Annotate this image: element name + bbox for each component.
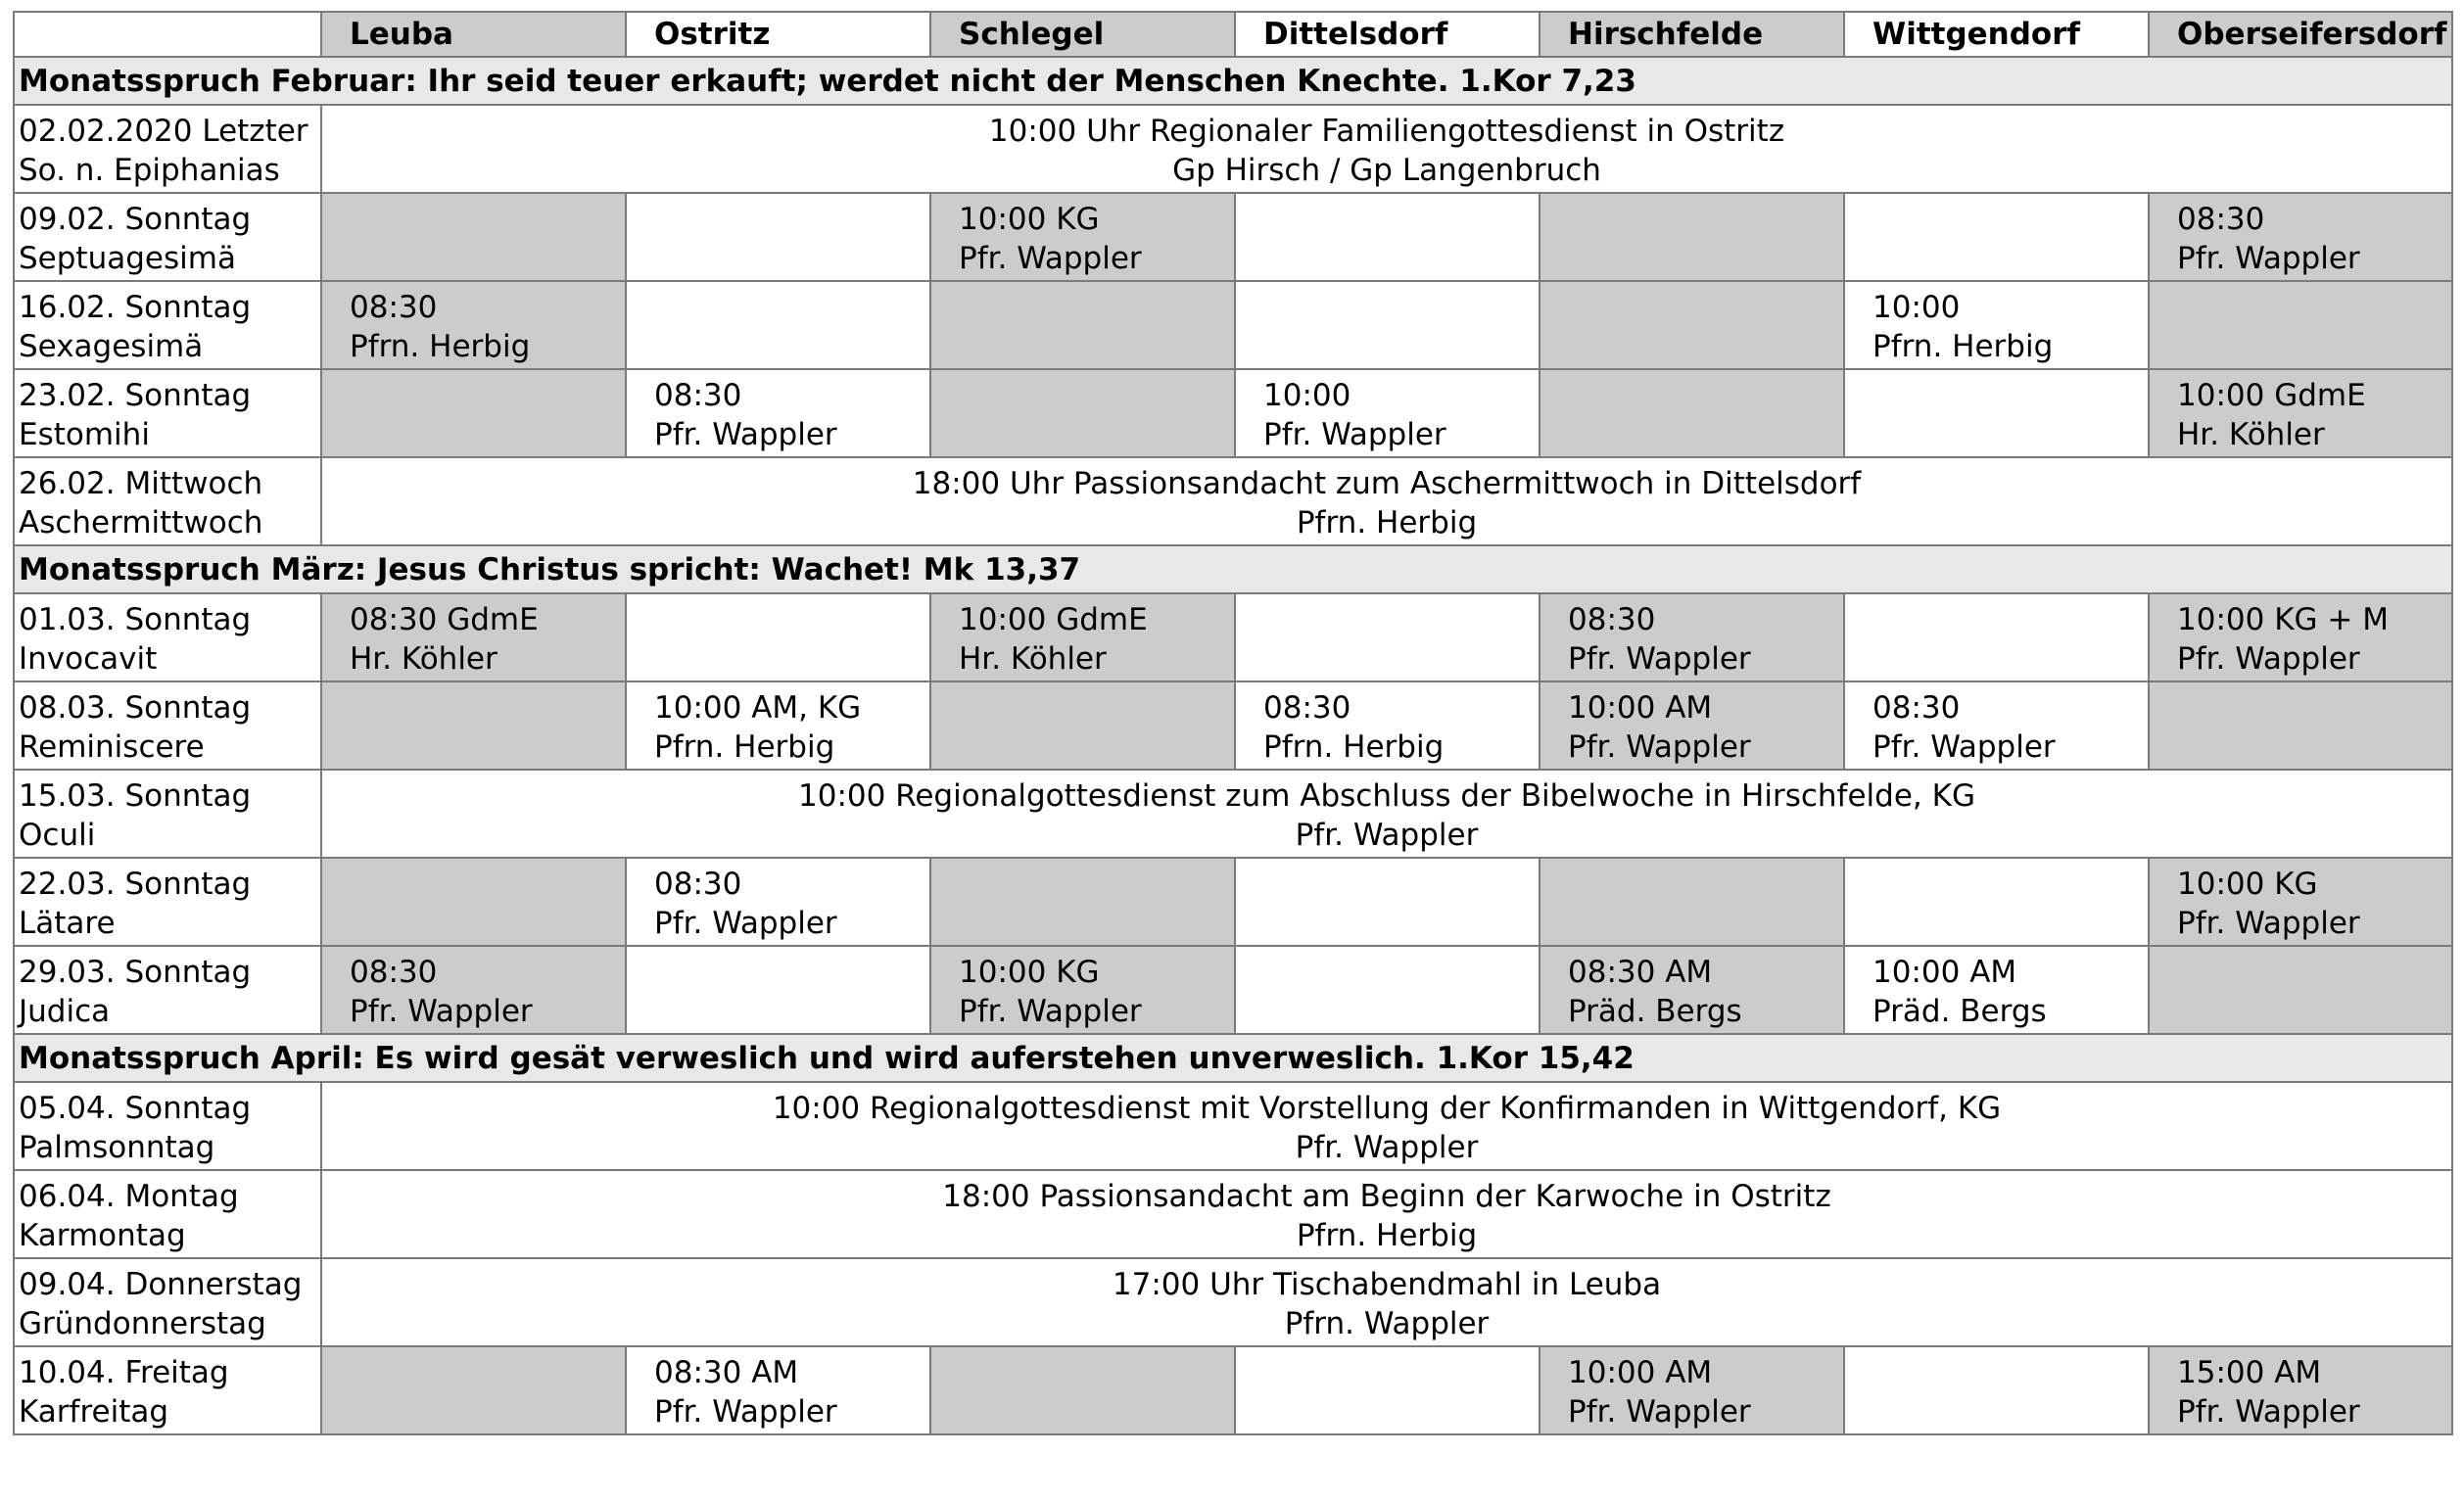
service-pastor: Hr. Köhler <box>2177 417 2325 452</box>
service-row <box>14 1170 2452 1258</box>
date-cell <box>14 105 321 193</box>
service-description: 18:00 Uhr Passionsandacht zum Aschermittwoch in Dittelsdorf <box>912 466 1862 501</box>
service-cell-ostritz <box>626 858 930 946</box>
service-pastor: Präd. Bergs <box>1568 994 1742 1029</box>
service-description: 17:00 Uhr Tischabendmahl in Leuba <box>1112 1267 1662 1302</box>
service-cell-schlegel <box>930 1346 1235 1434</box>
monthly-verse-row <box>14 545 2452 593</box>
service-cell-oberseifersdorf <box>2149 1346 2452 1434</box>
service-date: 22.03. Sonntag <box>19 867 252 902</box>
service-row <box>14 1258 2452 1346</box>
service-row <box>14 1082 2452 1170</box>
service-pastor: Pfr. Wappler <box>1295 818 1479 853</box>
service-cell-dittelsdorf <box>1235 593 1540 681</box>
date-cell <box>14 946 321 1034</box>
service-cell-ostritz <box>626 681 930 770</box>
service-row <box>14 369 2452 457</box>
service-time: 15:00 AM <box>2177 1355 2322 1390</box>
service-cell-wittgendorf <box>1844 369 2149 457</box>
regional-service-cell <box>321 105 2452 193</box>
service-cell-dittelsdorf <box>1235 281 1540 369</box>
service-time: 08:30 <box>2177 202 2265 237</box>
service-cell-hirschfelde <box>1540 681 1844 770</box>
service-row <box>14 105 2452 193</box>
service-time: 10:00 KG <box>2177 867 2318 902</box>
service-time: 10:00 AM <box>1872 955 2017 990</box>
service-cell-dittelsdorf <box>1235 369 1540 457</box>
service-date: 01.03. Sonntag <box>19 602 252 637</box>
service-row <box>14 457 2452 545</box>
liturgical-day: Gründonnerstag <box>19 1306 266 1341</box>
service-date: 09.02. Sonntag <box>19 202 252 237</box>
service-cell-wittgendorf <box>1844 593 2149 681</box>
service-time: 08:30 <box>1263 690 1351 726</box>
service-row <box>14 193 2452 281</box>
liturgical-day: Sexagesimä <box>19 329 204 364</box>
liturgical-day: Oculi <box>19 818 96 853</box>
service-row <box>14 681 2452 770</box>
service-cell-ostritz <box>626 1346 930 1434</box>
service-date: 05.04. Sonntag <box>19 1091 252 1126</box>
service-pastor: Pfrn. Herbig <box>1872 329 2054 364</box>
service-time: 10:00 KG <box>959 202 1100 237</box>
service-cell-ostritz <box>626 281 930 369</box>
service-cell-hirschfelde <box>1540 1346 1844 1434</box>
liturgical-day: Lätare <box>19 906 116 941</box>
service-date: 10.04. Freitag <box>19 1355 229 1390</box>
service-cell-hirschfelde <box>1540 369 1844 457</box>
column-header: Ostritz <box>626 12 930 57</box>
service-cell-hirschfelde <box>1540 593 1844 681</box>
service-cell-leuba <box>321 1346 626 1434</box>
service-cell-leuba <box>321 593 626 681</box>
service-pastor: Gp Hirsch / Gp Langenbruch <box>1172 153 1601 188</box>
column-header: Leuba <box>321 12 626 57</box>
service-time: 08:30 <box>350 290 438 325</box>
service-description: 10:00 Regionalgottesdienst mit Vorstellung der Konfirmanden in Wittgendorf, KG <box>772 1091 2002 1126</box>
service-row <box>14 858 2452 946</box>
service-date: 02.02.2020 Letzter <box>19 114 308 149</box>
service-pastor: Pfrn. Herbig <box>1296 505 1478 540</box>
liturgical-day: So. n. Epiphanias <box>19 153 280 188</box>
service-cell-ostritz <box>626 593 930 681</box>
service-cell-leuba <box>321 281 626 369</box>
monthly-verse-row <box>14 1034 2452 1082</box>
monthly-verse-text: Monatsspruch März: Jesus Christus spricht: Wachet! Mk 13,37 <box>14 545 2452 593</box>
service-pastor: Pfrn. Herbig <box>1263 729 1445 765</box>
service-cell-wittgendorf <box>1844 281 2149 369</box>
service-cell-schlegel <box>930 681 1235 770</box>
service-time: 10:00 AM <box>1568 690 1713 726</box>
regional-service-cell <box>321 457 2452 545</box>
service-cell-leuba <box>321 369 626 457</box>
service-pastor: Pfr. Wappler <box>1263 417 1446 452</box>
column-header: Hirschfelde <box>1540 12 1844 57</box>
regional-service-cell <box>321 1258 2452 1346</box>
service-pastor: Pfrn. Wappler <box>1284 1306 1490 1341</box>
service-time: 10:00 <box>1872 290 1961 325</box>
service-pastor: Pfr. Wappler <box>1568 729 1751 765</box>
service-cell-oberseifersdorf <box>2149 858 2452 946</box>
service-time: 10:00 GdmE <box>959 602 1148 637</box>
service-cell-ostritz <box>626 193 930 281</box>
service-row <box>14 593 2452 681</box>
service-cell-wittgendorf <box>1844 1346 2149 1434</box>
service-pastor: Pfr. Wappler <box>350 994 533 1029</box>
service-pastor: Pfr. Wappler <box>2177 906 2360 941</box>
service-pastor: Pfr. Wappler <box>959 994 1142 1029</box>
service-cell-oberseifersdorf <box>2149 193 2452 281</box>
liturgical-day: Karmontag <box>19 1218 186 1253</box>
service-pastor: Pfr. Wappler <box>1568 641 1751 677</box>
service-time: 08:30 <box>654 867 742 902</box>
service-date: 06.04. Montag <box>19 1179 239 1214</box>
service-time: 08:30 <box>1568 602 1656 637</box>
header-row <box>14 12 2452 57</box>
service-pastor: Pfr. Wappler <box>2177 1394 2360 1430</box>
monthly-verse-text: Monatsspruch Februar: Ihr seid teuer erkauft; werdet nicht der Menschen Knechte. 1.Kor 7,23 <box>14 57 2452 105</box>
service-date: 09.04. Donnerstag <box>19 1267 303 1302</box>
service-time: 08:30 <box>654 378 742 413</box>
service-cell-schlegel <box>930 593 1235 681</box>
service-cell-dittelsdorf <box>1235 946 1540 1034</box>
regional-service-cell <box>321 1082 2452 1170</box>
service-cell-schlegel <box>930 946 1235 1034</box>
service-cell-leuba <box>321 681 626 770</box>
date-cell <box>14 681 321 770</box>
service-cell-schlegel <box>930 281 1235 369</box>
service-row <box>14 946 2452 1034</box>
service-time: 08:30 <box>1872 690 1961 726</box>
regional-service-cell <box>321 1170 2452 1258</box>
service-time: 08:30 AM <box>1568 955 1713 990</box>
service-cell-hirschfelde <box>1540 858 1844 946</box>
service-date: 16.02. Sonntag <box>19 290 252 325</box>
service-cell-dittelsdorf <box>1235 858 1540 946</box>
service-time: 10:00 KG <box>959 955 1100 990</box>
service-cell-wittgendorf <box>1844 681 2149 770</box>
date-cell <box>14 858 321 946</box>
service-cell-dittelsdorf <box>1235 193 1540 281</box>
service-pastor: Pfr. Wappler <box>1568 1394 1751 1430</box>
service-cell-hirschfelde <box>1540 946 1844 1034</box>
service-time: 10:00 KG + M <box>2177 602 2389 637</box>
service-date: 26.02. Mittwoch <box>19 466 263 501</box>
service-pastor: Pfr. Wappler <box>654 1394 837 1430</box>
service-cell-oberseifersdorf <box>2149 281 2452 369</box>
service-time: 10:00 AM <box>1568 1355 1713 1390</box>
liturgical-day: Invocavit <box>19 641 158 677</box>
service-date: 08.03. Sonntag <box>19 690 252 726</box>
service-pastor: Hr. Köhler <box>959 641 1107 677</box>
liturgical-day: Palmsonntag <box>19 1130 215 1165</box>
monthly-verse-row <box>14 57 2452 105</box>
service-pastor: Pfr. Wappler <box>1295 1130 1479 1165</box>
service-time: 10:00 GdmE <box>2177 378 2366 413</box>
service-description: 18:00 Passionsandacht am Beginn der Karwoche in Ostritz <box>942 1179 1831 1214</box>
service-row <box>14 770 2452 858</box>
service-pastor: Hr. Köhler <box>350 641 498 677</box>
service-schedule-table <box>13 11 2453 1435</box>
liturgical-day: Judica <box>19 994 111 1029</box>
liturgical-day: Septuagesimä <box>19 241 236 276</box>
column-header: Schlegel <box>930 12 1235 57</box>
service-pastor: Pfrn. Herbig <box>654 729 835 765</box>
service-date: 23.02. Sonntag <box>19 378 252 413</box>
service-pastor: Pfrn. Herbig <box>350 329 531 364</box>
column-header: Wittgendorf <box>1844 12 2149 57</box>
regional-service-cell <box>321 770 2452 858</box>
service-cell-wittgendorf <box>1844 858 2149 946</box>
service-time: 08:30 AM <box>654 1355 799 1390</box>
schedule-body <box>14 57 2452 1434</box>
service-cell-hirschfelde <box>1540 193 1844 281</box>
date-cell <box>14 1346 321 1434</box>
service-date: 15.03. Sonntag <box>19 778 252 814</box>
service-pastor: Pfr. Wappler <box>654 417 837 452</box>
service-cell-leuba <box>321 858 626 946</box>
service-pastor: Pfr. Wappler <box>2177 641 2360 677</box>
service-date: 29.03. Sonntag <box>19 955 252 990</box>
column-header: Dittelsdorf <box>1235 12 1540 57</box>
service-time: 10:00 AM, KG <box>654 690 862 726</box>
service-row <box>14 281 2452 369</box>
service-cell-schlegel <box>930 858 1235 946</box>
service-cell-oberseifersdorf <box>2149 369 2452 457</box>
service-time: 08:30 GdmE <box>350 602 539 637</box>
service-cell-ostritz <box>626 369 930 457</box>
date-cell <box>14 1082 321 1170</box>
service-description: 10:00 Regionalgottesdienst zum Abschluss der Bibelwoche in Hirschfelde, KG <box>798 778 1975 814</box>
liturgical-day: Aschermittwoch <box>19 505 263 540</box>
date-cell <box>14 593 321 681</box>
service-cell-schlegel <box>930 193 1235 281</box>
service-cell-leuba <box>321 193 626 281</box>
corner-cell <box>14 12 321 57</box>
service-cell-oberseifersdorf <box>2149 593 2452 681</box>
service-cell-schlegel <box>930 369 1235 457</box>
service-cell-dittelsdorf <box>1235 681 1540 770</box>
service-pastor: Pfr. Wappler <box>654 906 837 941</box>
service-cell-leuba <box>321 946 626 1034</box>
service-row <box>14 1346 2452 1434</box>
service-pastor: Pfr. Wappler <box>2177 241 2360 276</box>
service-cell-ostritz <box>626 946 930 1034</box>
service-cell-wittgendorf <box>1844 193 2149 281</box>
liturgical-day: Reminiscere <box>19 729 205 765</box>
liturgical-day: Karfreitag <box>19 1394 169 1430</box>
date-cell <box>14 193 321 281</box>
service-cell-oberseifersdorf <box>2149 946 2452 1034</box>
service-pastor: Pfr. Wappler <box>959 241 1142 276</box>
monthly-verse-text: Monatsspruch April: Es wird gesät verweslich und wird auferstehen unverweslich. 1.Kor 15,42 <box>14 1034 2452 1082</box>
service-time: 08:30 <box>350 955 438 990</box>
service-cell-oberseifersdorf <box>2149 681 2452 770</box>
service-cell-dittelsdorf <box>1235 1346 1540 1434</box>
date-cell <box>14 1258 321 1346</box>
date-cell <box>14 1170 321 1258</box>
service-description: 10:00 Uhr Regionaler Familiengottesdienst in Ostritz <box>988 114 1785 149</box>
date-cell <box>14 457 321 545</box>
date-cell <box>14 369 321 457</box>
service-cell-wittgendorf <box>1844 946 2149 1034</box>
service-cell-hirschfelde <box>1540 281 1844 369</box>
column-header: Oberseifersdorf <box>2149 12 2452 57</box>
liturgical-day: Estomihi <box>19 417 150 452</box>
service-pastor: Pfr. Wappler <box>1872 729 2056 765</box>
service-pastor: Pfrn. Herbig <box>1296 1218 1478 1253</box>
date-cell <box>14 770 321 858</box>
service-pastor: Präd. Bergs <box>1872 994 2047 1029</box>
date-cell <box>14 281 321 369</box>
service-time: 10:00 <box>1263 378 1351 413</box>
